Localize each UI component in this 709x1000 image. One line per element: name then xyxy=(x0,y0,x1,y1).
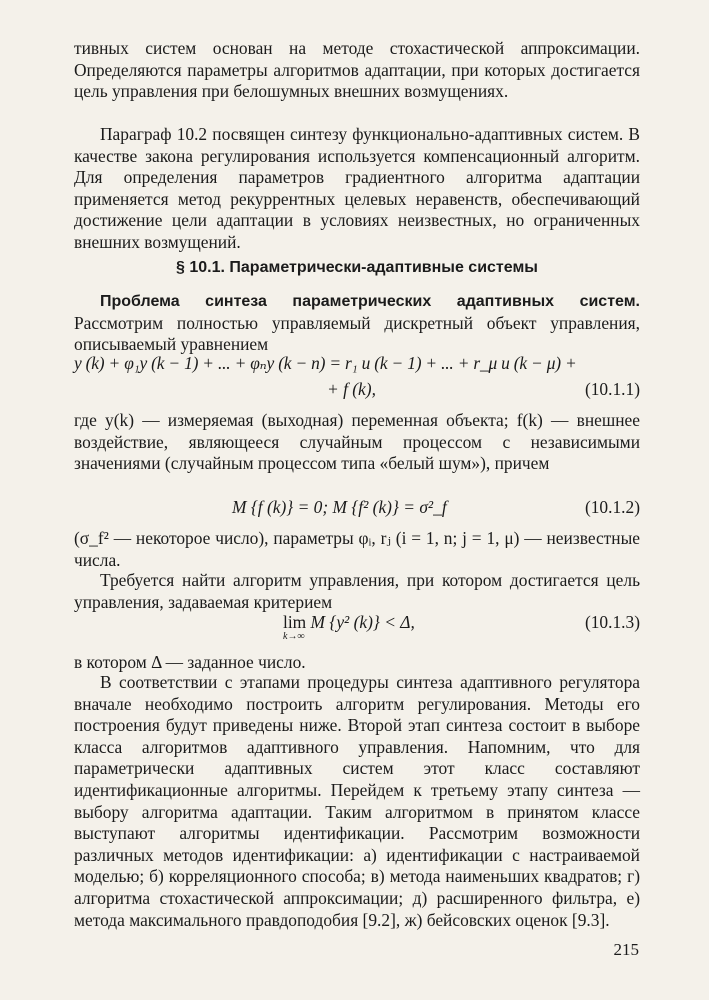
paragraph-section-10-2-summary: Параграф 10.2 посвящен синтезу функционально-адаптивных систем. В качестве закона регулирования используется компенсационный алгоритм. Для определения параметров градиентного алгоритма адаптации применяется метод рекуррентных целевых неравенств, обеспечивающий достижение цели адаптации в условиях неизвестных, но ограниченных внешних возмущений. xyxy=(74,124,640,252)
paragraph-synthesis-stages: В соответствии с этапами процедуры синтеза адаптивного регулятора вначале необходимо построить алгоритм регулирования. Методы его построения будут приведены ниже. Второй этап синтеза состоит в выборе класса алгоритмов адаптивного управления. Напомним, что для параметрически адаптивных систем этот класс составляют идентификационные алгоритмы. Перейдем к третьему этапу синтеза — выбору алгоритма адаптации. Таким алгоритмом в принятом классе выступают алгоритмы идентификации. Рассмотрим возможности различных методов идентификации: а) идентификации с настраиваемой моделью; б) корреляционного способа; в) метода наименьших квадратов; г) алгоритма стохастической аппроксимации; д) расширенного фильтра, е) метода максимального правдоподобия [9.2], ж) бейсовских оценок [9.3]. xyxy=(74,672,640,930)
problem-text: Рассмотрим полностью управляемый дискретный объект управления, описываемый уравнением xyxy=(74,312,640,355)
paragraph-unknown-parameters: (σ_f² — некоторое число), параметры φᵢ, rⱼ (i = 1, n; j = 1, μ) — неизвестные числа. xyxy=(74,528,640,570)
paragraph-variable-definitions: где y(k) — измеряемая (выходная) переменная объекта; f(k) — внешнее воздействие, являющееся случайным процессом с независимыми значениями (случайным процессом типа «белый шум»), причем xyxy=(74,410,640,474)
paragraph-intro-continuation: тивных систем основан на методе стохастической аппроксимации. Определяются параметры алгоритмов адаптации, при которых достигается цель управления при белошумных внешних возмущениях. xyxy=(74,38,640,102)
lim-subscript: k→∞ xyxy=(283,631,305,642)
equation-number-10-1-3: (10.1.3) xyxy=(584,612,640,632)
lim-operator: lim xyxy=(283,612,307,632)
equation-10-1-2: M {f (k)} = 0; M {f² (k)} = σ²_f xyxy=(232,497,447,517)
equation-number-10-1-2: (10.1.2) xyxy=(584,497,640,517)
paragraph-problem-statement xyxy=(74,290,640,356)
paragraph-control-goal: Требуется найти алгоритм управления, при котором достигается цель управления, задаваемая критерием xyxy=(74,570,640,612)
paragraph-delta-definition: в котором Δ — заданное число. xyxy=(74,652,306,672)
equation-10-1-3-body: M {y² (k)} < Δ, xyxy=(306,612,415,632)
problem-title: Проблема синтеза параметрических адаптивных систем. xyxy=(100,293,640,310)
page-number: 215 xyxy=(613,940,639,959)
equation-number-10-1-1: (10.1.1) xyxy=(584,379,640,399)
section-heading: § 10.1. Параметрически-адаптивные системы xyxy=(176,259,538,276)
equation-10-1-1-line2: + f (k), xyxy=(327,379,376,399)
equation-10-1-1-line1: y (k) + φ₁y (k − 1) + ... + φₙy (k − n) = r₁ u (k − 1) + ... + r_μ u (k − μ) + xyxy=(74,353,577,373)
equation-10-1-3 xyxy=(283,611,415,642)
